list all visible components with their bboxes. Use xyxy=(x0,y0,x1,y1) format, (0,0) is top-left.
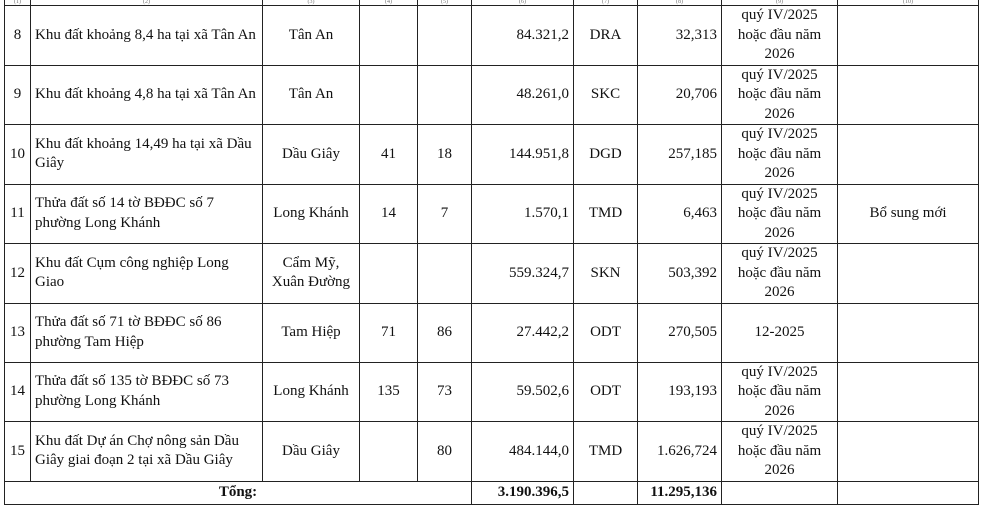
map-sheet-number-cell: 41 xyxy=(360,125,418,185)
timeline-cell: 12-2025 xyxy=(722,303,838,362)
area-cell: 559.324,7 xyxy=(472,244,574,304)
table-row xyxy=(5,244,979,304)
map-sheet-number-cell xyxy=(360,422,418,482)
land-use-code-cell: ODT xyxy=(574,303,638,362)
total-spacer xyxy=(722,481,838,504)
note-cell: Bổ sung mới xyxy=(838,184,979,244)
map-sheet-number-cell xyxy=(360,65,418,125)
total-row xyxy=(5,481,979,504)
parcel-number-cell: 18 xyxy=(418,125,472,185)
parcel-number-cell xyxy=(418,6,472,66)
total-label: Tổng: xyxy=(5,481,472,504)
parcel-name-cell: Khu đất Dự án Chợ nông sản Dầu Giây giai đoạn 2 tại xã Dầu Giây xyxy=(31,422,263,482)
timeline-cell: quý IV/2025 hoặc đầu năm 2026 xyxy=(722,422,838,482)
map-sheet-number-cell: 71 xyxy=(360,303,418,362)
note-cell xyxy=(838,362,979,422)
land-use-code-cell: SKN xyxy=(574,244,638,304)
note-cell xyxy=(838,303,979,362)
row-number-cell: 12 xyxy=(5,244,31,304)
value-cell: 193,193 xyxy=(638,362,722,422)
map-sheet-number-cell xyxy=(360,244,418,304)
table-row xyxy=(5,125,979,185)
parcel-number-cell xyxy=(418,244,472,304)
parcel-number-cell xyxy=(418,65,472,125)
parcel-number-cell: 86 xyxy=(418,303,472,362)
column-number: (7) xyxy=(574,0,638,6)
timeline-cell: quý IV/2025 hoặc đầu năm 2026 xyxy=(722,65,838,125)
parcel-name-cell: Khu đất khoảng 4,8 ha tại xã Tân An xyxy=(31,65,263,125)
land-use-code-cell: SKC xyxy=(574,65,638,125)
row-number-cell: 11 xyxy=(5,184,31,244)
column-number: (5) xyxy=(418,0,472,6)
map-sheet-number-cell: 135 xyxy=(360,362,418,422)
note-cell xyxy=(838,65,979,125)
row-number-cell: 8 xyxy=(5,6,31,66)
land-use-code-cell: DRA xyxy=(574,6,638,66)
land-use-code-cell: ODT xyxy=(574,362,638,422)
location-cell: Dầu Giây xyxy=(263,125,360,185)
land-use-code-cell: TMD xyxy=(574,422,638,482)
value-cell: 257,185 xyxy=(638,125,722,185)
column-number: (2) xyxy=(31,0,263,6)
timeline-cell: quý IV/2025 hoặc đầu năm 2026 xyxy=(722,6,838,66)
area-cell: 59.502,6 xyxy=(472,362,574,422)
parcel-number-cell: 73 xyxy=(418,362,472,422)
area-cell: 48.261,0 xyxy=(472,65,574,125)
location-cell: Tân An xyxy=(263,65,360,125)
column-number: (4) xyxy=(360,0,418,6)
location-cell: Long Khánh xyxy=(263,184,360,244)
column-number: (8) xyxy=(638,0,722,6)
column-number: (3) xyxy=(263,0,360,6)
value-cell: 1.626,724 xyxy=(638,422,722,482)
parcel-name-cell: Khu đất Cụm công nghiệp Long Giao xyxy=(31,244,263,304)
parcel-name-cell: Khu đất khoảng 14,49 ha tại xã Dầu Giây xyxy=(31,125,263,185)
location-cell: Dầu Giây xyxy=(263,422,360,482)
total-spacer xyxy=(574,481,638,504)
area-cell: 1.570,1 xyxy=(472,184,574,244)
value-cell: 503,392 xyxy=(638,244,722,304)
note-cell xyxy=(838,125,979,185)
row-number-cell: 10 xyxy=(5,125,31,185)
timeline-cell: quý IV/2025 hoặc đầu năm 2026 xyxy=(722,125,838,185)
timeline-cell: quý IV/2025 hoặc đầu năm 2026 xyxy=(722,362,838,422)
document-page xyxy=(4,0,979,505)
location-cell: Long Khánh xyxy=(263,362,360,422)
note-cell xyxy=(838,422,979,482)
map-sheet-number-cell: 14 xyxy=(360,184,418,244)
note-cell xyxy=(838,244,979,304)
table-row xyxy=(5,303,979,362)
table-row xyxy=(5,65,979,125)
area-cell: 144.951,8 xyxy=(472,125,574,185)
row-number-cell: 9 xyxy=(5,65,31,125)
parcel-number-cell: 7 xyxy=(418,184,472,244)
timeline-cell: quý IV/2025 hoặc đầu năm 2026 xyxy=(722,244,838,304)
row-number-cell: 13 xyxy=(5,303,31,362)
column-number: (9) xyxy=(722,0,838,6)
row-number-cell: 14 xyxy=(5,362,31,422)
column-number: (6) xyxy=(472,0,574,6)
value-cell: 6,463 xyxy=(638,184,722,244)
timeline-cell: quý IV/2025 hoặc đầu năm 2026 xyxy=(722,184,838,244)
value-cell: 20,706 xyxy=(638,65,722,125)
location-cell: Tam Hiệp xyxy=(263,303,360,362)
column-number: (1) xyxy=(5,0,31,6)
land-use-code-cell: TMD xyxy=(574,184,638,244)
location-cell: Tân An xyxy=(263,6,360,66)
area-cell: 84.321,2 xyxy=(472,6,574,66)
area-cell: 27.442,2 xyxy=(472,303,574,362)
parcel-name-cell: Thửa đất số 14 tờ BĐĐC số 7 phường Long Khánh xyxy=(31,184,263,244)
area-cell: 484.144,0 xyxy=(472,422,574,482)
parcel-name-cell: Khu đất khoảng 8,4 ha tại xã Tân An xyxy=(31,6,263,66)
land-use-code-cell: DGD xyxy=(574,125,638,185)
total-value: 11.295,136 xyxy=(638,481,722,504)
note-cell xyxy=(838,6,979,66)
location-cell: Cẩm Mỹ, Xuân Đường xyxy=(263,244,360,304)
land-parcel-table xyxy=(4,0,979,505)
parcel-name-cell: Thửa đất số 71 tờ BĐĐC số 86 phường Tam Hiệp xyxy=(31,303,263,362)
row-number-cell: 15 xyxy=(5,422,31,482)
total-area: 3.190.396,5 xyxy=(472,481,574,504)
value-cell: 270,505 xyxy=(638,303,722,362)
parcel-number-cell: 80 xyxy=(418,422,472,482)
table-row xyxy=(5,422,979,482)
table-row xyxy=(5,184,979,244)
parcel-name-cell: Thửa đất số 135 tờ BĐĐC số 73 phường Long Khánh xyxy=(31,362,263,422)
table-row xyxy=(5,6,979,66)
map-sheet-number-cell xyxy=(360,6,418,66)
column-number: (10) xyxy=(838,0,979,6)
total-spacer xyxy=(838,481,979,504)
table-row xyxy=(5,362,979,422)
value-cell: 32,313 xyxy=(638,6,722,66)
